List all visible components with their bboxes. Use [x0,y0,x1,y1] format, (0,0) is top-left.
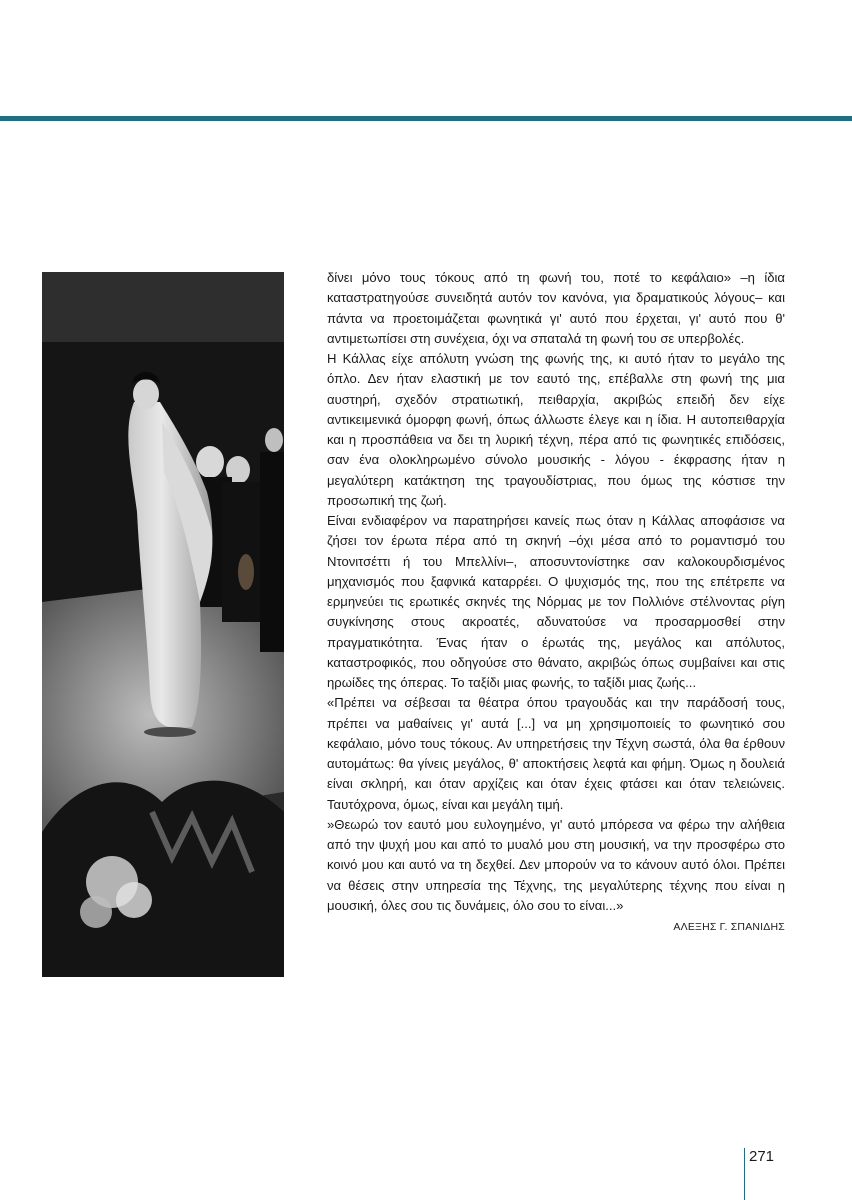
paragraph-3: Είναι ενδιαφέρον να παρατηρήσει κανείς πως όταν η Κάλλας αποφάσισε να ζήσει τον έρωτα πέρα από τη σκηνή –όχι μέσα από το ρομαντισμό του Ντονιτσέττι ή του Μπελλίνι–, αποσυντονίστηκε σαν καλοκουρδισμένος μηχανισμός που ξαφνικά καταρρέει. Ο ψυχισμός της, που της επέτρεπε να ερμηνεύει τις ερωτικές σκηνές της Νόρμας με τον Πολλιόνε στέλνοντας ρίγη συγκίνησης στους ακροατές, αδυνατούσε να προσαρμοσθεί στην πραγματικότητα. Ένας ήταν ο έρωτάς της, μεγάλος και απόλυτος, καταστροφικός, που οδηγούσε στο θάνατο, ακριβώς όπως συμβαίνει και στις ηρωίδες της όπερας. Το ταξίδι μιας φωνής, το ταξίδι μιας ζωής... [327,513,785,690]
article-text-column [327,268,785,937]
singer-on-stage-photo [42,272,284,977]
paragraph-5-quote: »Θεωρώ τον εαυτό μου ευλογημένο, γι' αυτό μπόρεσα να φέρω την αλήθεια από την ψυχή μου και από το μυαλό μου στη μουσική, να την προσφέρω στο κοινό μου και αυτό να τη δεχθεί. Δεν μπορούν να το κάνουν αυτό όλοι. Πρέπει να θέσεις στην υπηρεσία της Τέχνης, της μεγαλύτερης τέχνης που είναι η μουσική, όλες σου τις δυνάμεις, όλο σου το είναι...» [327,816,785,913]
paragraph-2: Η Κάλλας είχε απόλυτη γνώση της φωνής της, κι αυτό ήταν το μεγάλο της όπλο. Δεν ήταν ελαστική με τον εαυτό της, επέβαλλε στη φωνή της μια αυστηρή, σχεδόν στρατιωτική, πειθαρχία, ακριβώς επειδή δεν είχε αντικειμενικά όμορφη φωνή, όπως άλλωστε έλεγε και η ίδια. Η αυτοπειθαρχία και η προσπάθεια να δει τη λυρική τέχνη, πέρα από τις φωνητικές επιδόσεις, σαν ένα ολοκληρωμένο σύνολο μουσικής - λόγου - έκφρασης ήταν η μεγαλύτερη κατάκτηση της τραγουδίστριας, που όμως της κόστισε την προσωπική της ζωή. [327,351,785,508]
article-photo [42,272,284,977]
page-number: 271 [744,1148,774,1200]
paragraph-1: δίνει μόνο τους τόκους από τη φωνή του, ποτέ το κεφάλαιο» –η ίδια καταστρατηγούσε συνειδητά αυτόν τον κανόνα, για δραματικούς λόγους– και πάντα να προετοιμάζεται φωνητικά γι' αυτό που έρχεται, γι' αυτό που θ' αντιμετωπίσει στη συνέχεια, όχι να σπαταλά τη φωνή του σε υπερβολές. [327,270,785,346]
article-author: ΑΛΕΞΗΣ Γ. ΣΠΑΝΙΔΗΣ [673,921,785,933]
header-rule [0,116,852,121]
paragraph-4-quote: «Πρέπει να σέβεσαι τα θέατρα όπου τραγουδάς και την παράδοσή τους, πρέπει να μαθαίνεις γι' αυτά [...] να μη χρησιμοποιείς το φωνητικό σου κεφάλαιο, μόνο τους τόκους. Αν υπηρετήσεις την Τέχνη σωστά, όλα θα έρθουν αυτομάτως: θα γίνεις μεγάλος, θ' αποκτήσεις λεφτά και φήμη. Όμως η δουλειά είναι σκληρή, και όταν αρχίζεις και όταν έχεις φτάσει και όταν τελειώνεις. Ταυτόχρονα, όμως, είναι και μεγάλη τιμή. [327,695,785,812]
